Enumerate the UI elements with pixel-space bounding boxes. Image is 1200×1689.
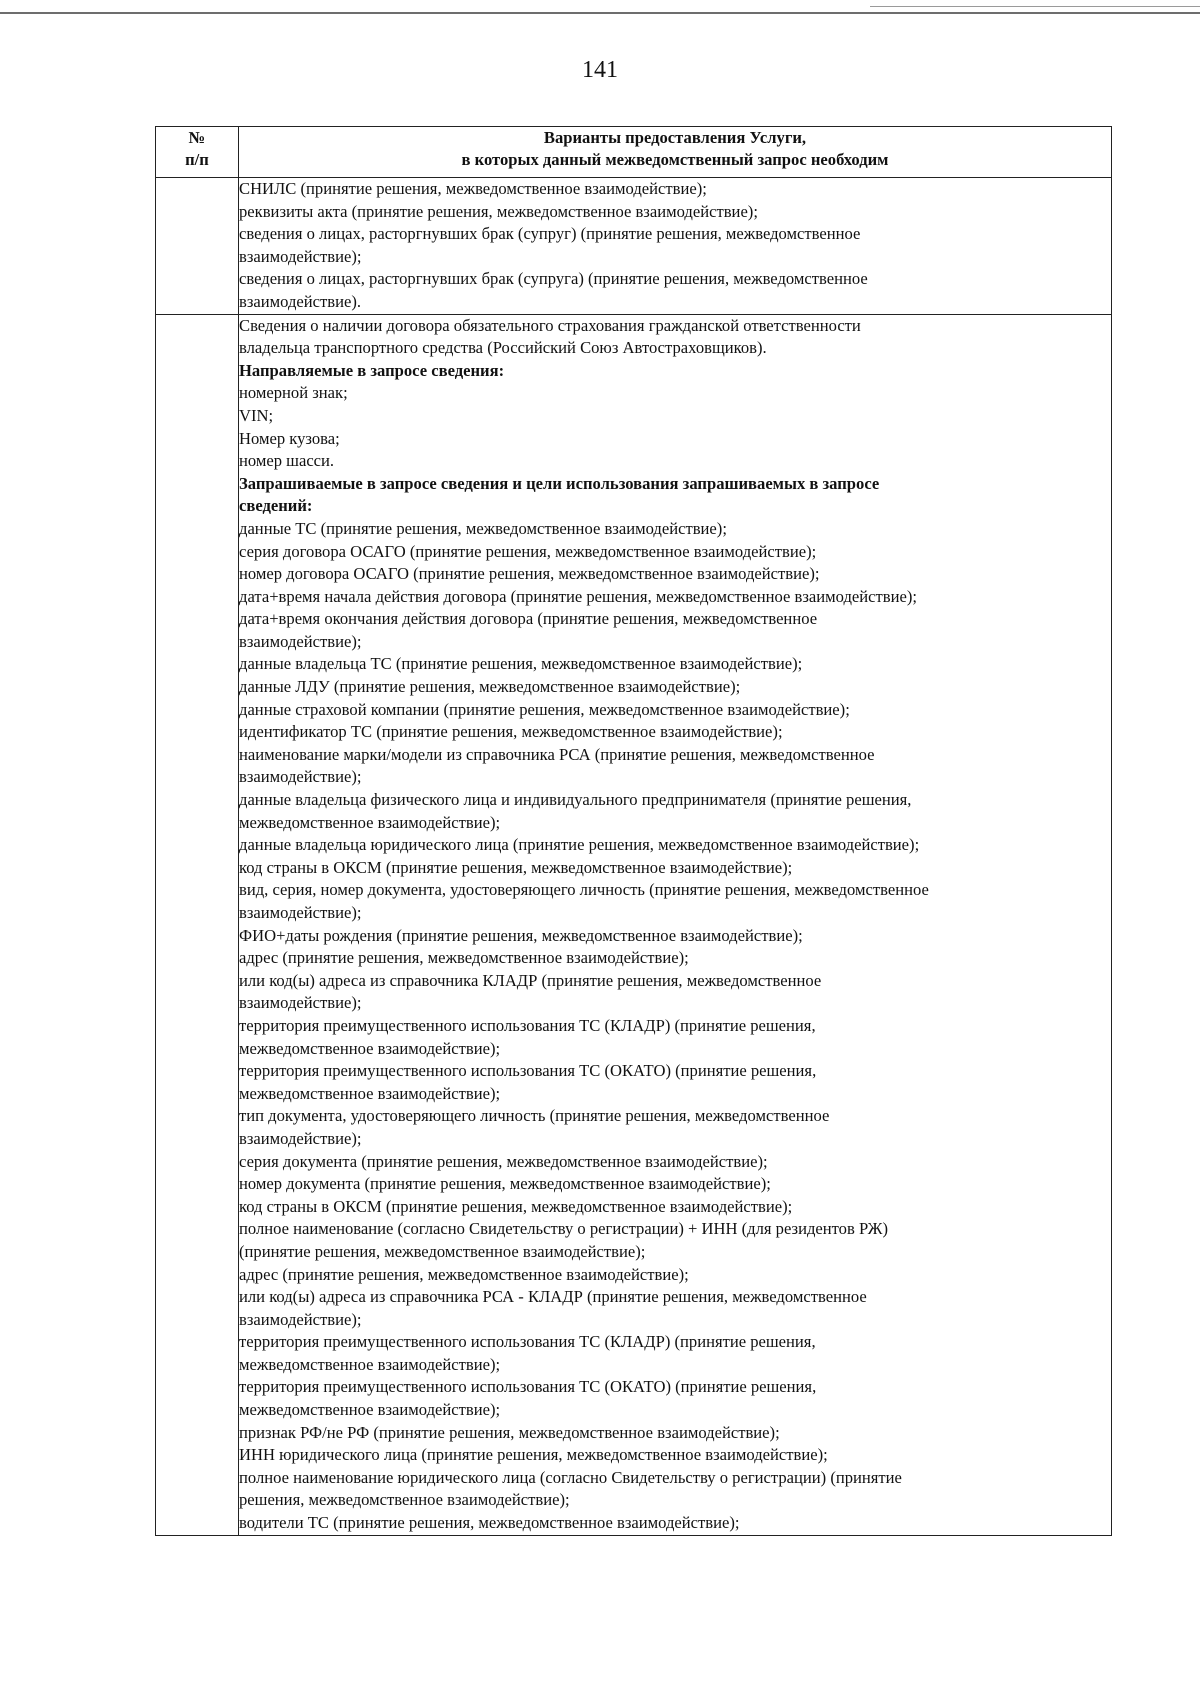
requested-data-item: код страны в ОКСМ (принятие решения, межведомственное взаимодействие); bbox=[239, 857, 793, 877]
requested-data-item: взаимодействие); bbox=[239, 1309, 362, 1329]
requested-data-item: полное наименование юридического лица (согласно Свидетельству о регистрации) (принятие bbox=[239, 1467, 902, 1487]
requested-data-item: территория преимущественного использования ТС (ОКАТО) (принятие решения, bbox=[239, 1377, 817, 1397]
requested-data-item: идентификатор ТС (принятие решения, межведомственное взаимодействие); bbox=[239, 722, 783, 742]
requested-data-item: тип документа, удостоверяющего личность (принятие решения, межведомственное bbox=[239, 1106, 830, 1126]
requested-data-item: территория преимущественного использования ТС (КЛАДР) (принятие решения, bbox=[239, 1015, 816, 1035]
requested-data-heading-line-1: Запрашиваемые в запросе сведения и цели использования запрашиваемых в запросе bbox=[239, 473, 880, 493]
requested-data-item: код страны в ОКСМ (принятие решения, межведомственное взаимодействие); bbox=[239, 1196, 793, 1216]
requested-data-item: взаимодействие); bbox=[239, 1128, 362, 1148]
row-1-number-cell bbox=[156, 178, 239, 315]
requested-data-item: признак РФ/не РФ (принятие решения, межведомственное взаимодействие); bbox=[239, 1422, 780, 1442]
requested-data-item: межведомственное взаимодействие); bbox=[239, 812, 501, 832]
requested-data-item: номер договора ОСАГО (принятие решения, межведомственное взаимодействие); bbox=[239, 564, 820, 584]
requested-data-item: данные ТС (принятие решения, межведомственное взаимодействие); bbox=[239, 518, 727, 538]
requested-data-item: дата+время начала действия договора (принятие решения, межведомственное взаимодействие); bbox=[239, 586, 917, 606]
sent-data-item: VIN; bbox=[239, 405, 274, 425]
requested-data-item: номер документа (принятие решения, межведомственное взаимодействие); bbox=[239, 1174, 771, 1194]
requested-data-item: межведомственное взаимодействие); bbox=[239, 1400, 501, 1420]
row-1-line: взаимодействие); bbox=[239, 246, 362, 266]
requested-data-item: адрес (принятие решения, межведомственное взаимодействие); bbox=[239, 948, 689, 968]
row-1-line: СНИЛС (принятие решения, межведомственное взаимодействие); bbox=[239, 179, 707, 198]
requested-data-item: данные владельца ТС (принятие решения, межведомственное взаимодействие); bbox=[239, 654, 803, 674]
requested-data-item: решения, межведомственное взаимодействие); bbox=[239, 1490, 570, 1510]
page-number: 141 bbox=[582, 57, 618, 83]
requested-data-item: взаимодействие); bbox=[239, 993, 362, 1013]
header-title-line-2: в которых данный межведомственный запрос необходим bbox=[461, 150, 889, 169]
requested-data-item: взаимодействие); bbox=[239, 631, 362, 651]
row-1-line: реквизиты акта (принятие решения, межведомственное взаимодействие); bbox=[239, 201, 758, 221]
row-2-intro-line: владельца транспортного средства (Российский Союз Автостраховщиков). bbox=[239, 338, 767, 358]
table-header-row bbox=[156, 127, 1112, 178]
row-2-text-cell bbox=[239, 314, 1112, 1535]
row-1-line: взаимодействие). bbox=[239, 291, 362, 311]
requested-data-item: серия документа (принятие решения, межведомственное взаимодействие); bbox=[239, 1151, 768, 1171]
row-1-line: сведения о лицах, расторгнувших брак (супруг) (принятие решения, межведомственное bbox=[239, 224, 861, 244]
sent-data-heading: Направляемые в запросе сведения: bbox=[239, 360, 505, 380]
table-row bbox=[156, 178, 1112, 315]
requested-data-item: или код(ы) адреса из справочника РСА - КЛАДР (принятие решения, межведомственное bbox=[239, 1287, 867, 1307]
requested-data-item: ИНН юридического лица (принятие решения, межведомственное взаимодействие); bbox=[239, 1445, 828, 1465]
requested-data-item: наименование марки/модели из справочника РСА (принятие решения, межведомственное bbox=[239, 744, 875, 764]
requested-data-item: территория преимущественного использования ТС (ОКАТО) (принятие решения, bbox=[239, 1061, 817, 1081]
table-row bbox=[156, 314, 1112, 1535]
requested-data-item: взаимодействие); bbox=[239, 767, 362, 787]
services-table bbox=[155, 126, 1112, 1536]
requested-data-item: данные страховой компании (принятие решения, межведомственное взаимодействие); bbox=[239, 699, 850, 719]
row-1-line: сведения о лицах, расторгнувших брак (супруга) (принятие решения, межведомственное bbox=[239, 269, 868, 289]
requested-data-item: межведомственное взаимодействие); bbox=[239, 1083, 501, 1103]
requested-data-item: полное наименование (согласно Свидетельству о регистрации) + ИНН (для резидентов РЖ) bbox=[239, 1219, 888, 1239]
sent-data-item: Номер кузова; bbox=[239, 428, 340, 448]
header-number-symbol: № bbox=[188, 128, 206, 147]
requested-data-item: данные владельца юридического лица (принятие решения, межведомственное взаимодействие); bbox=[239, 835, 920, 855]
header-number-abbrev: п/п bbox=[185, 150, 209, 169]
scan-edge-line-secondary bbox=[870, 6, 1200, 7]
requested-data-item: межведомственное взаимодействие); bbox=[239, 1354, 501, 1374]
requested-data-item: дата+время окончания действия договора (принятие решения, межведомственное bbox=[239, 609, 818, 629]
requested-data-item: взаимодействие); bbox=[239, 903, 362, 922]
sent-data-item: номерной знак; bbox=[239, 383, 348, 403]
row-2-intro-line: Сведения о наличии договора обязательного страхования гражданской ответственности bbox=[239, 315, 861, 335]
requested-data-item: (принятие решения, межведомственное взаимодействие); bbox=[239, 1241, 646, 1261]
sent-data-item: номер шасси. bbox=[239, 451, 335, 471]
row-2-number-cell bbox=[156, 314, 239, 1535]
header-title-line-1: Варианты предоставления Услуги, bbox=[543, 128, 807, 147]
header-title-cell bbox=[239, 127, 1112, 178]
requested-data-item: ФИО+даты рождения (принятие решения, межведомственное взаимодействие); bbox=[239, 925, 803, 945]
requested-data-item: вид, серия, номер документа, удостоверяющего личность (принятие решения, межведомственное bbox=[239, 880, 929, 900]
requested-data-item: данные владельца физического лица и индивидуального предпринимателя (принятие решения, bbox=[239, 790, 912, 810]
requested-data-item: водители ТС (принятие решения, межведомственное взаимодействие); bbox=[239, 1513, 740, 1533]
requested-data-heading-line-2: сведений: bbox=[239, 496, 313, 516]
requested-data-item: данные ЛДУ (принятие решения, межведомственное взаимодействие); bbox=[239, 677, 741, 697]
requested-data-item: межведомственное взаимодействие); bbox=[239, 1038, 501, 1058]
requested-data-item: адрес (принятие решения, межведомственное взаимодействие); bbox=[239, 1264, 689, 1284]
requested-data-item: или код(ы) адреса из справочника КЛАДР (принятие решения, межведомственное bbox=[239, 970, 822, 990]
requested-data-item: серия договора ОСАГО (принятие решения, межведомственное взаимодействие); bbox=[239, 541, 817, 561]
scan-edge-line bbox=[0, 12, 1200, 14]
row-1-text-cell bbox=[239, 178, 1112, 315]
header-number-cell bbox=[156, 127, 239, 178]
requested-data-item: территория преимущественного использования ТС (КЛАДР) (принятие решения, bbox=[239, 1332, 816, 1352]
